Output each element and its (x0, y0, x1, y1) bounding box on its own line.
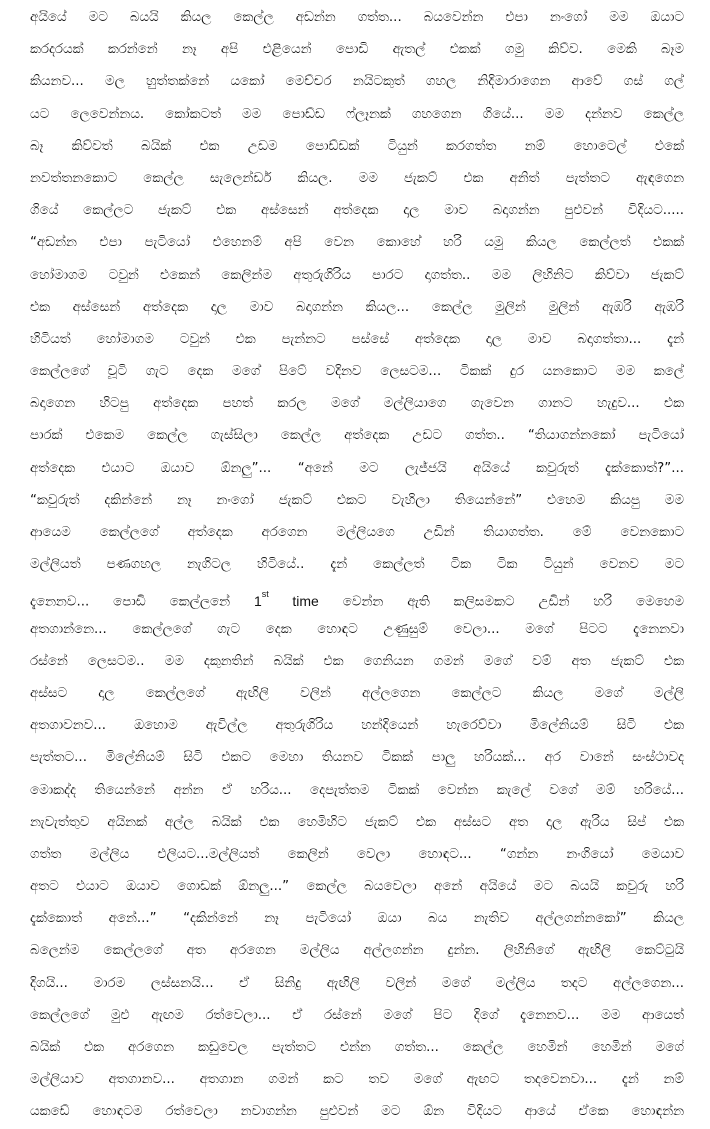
text-line: මොකද්ද තියෙන්නේ අන්න ඒ හරිය... දෙපැත්තම ටිකක් වෙන්න කැලේ වගේ මම් හරියේ... (30, 782, 684, 798)
text-line: බදාගෙන හිටපු අත්දෙක පහත් කරල මගේ මල්ලියාගෙ ගැවෙන ගානට හැදුව... එක (30, 396, 684, 412)
text-line: මල්ලියාව අතගානව... අතගාන ගමන් කට තව මගේ ඇඟට තදවෙනවා... දැන් නම් (30, 1072, 684, 1088)
text-segment-before: දැනෙනව... පොඩි කෙල්ලනේ (30, 595, 254, 611)
text-line: පැත්තට... මිලේනියම් සිටි එකට මෙහා තියනව ටිකක් පාලු හරියක්... අර වානේ සංස්ථාවද (30, 750, 684, 766)
first-time-word: time (268, 593, 319, 610)
text-line: මල්ලියත් පණගහල නැගිටල හිටියේ.. දැන් කෙල්ලත් ටික ටික ටියුන් වෙනව මට (30, 557, 684, 573)
text-line: නවත්තනකොට කෙල්ල සැලෙන්ඩර් කියල. මම ජැකට් එක අනිත් පැත්තට ඇඳගෙන (30, 170, 684, 186)
text-line: එක අස්සෙන් අත්දෙක දාල මාව බදාගන්න කියල... කෙල්ල මුලින් මුලින් ඇඹරි ඇඹරි (30, 299, 684, 315)
text-line: යකඩේ හොඳටම රත්වෙලා නවාගන්න පුළුවන් මට ඕන විදියට ආයේ ඒකෙ හොඳන්න (30, 1104, 684, 1120)
text-line: අස්සට දාල කෙල්ලගේ ඇඟිලි වලින් අල්ලගෙන කෙල්ලට කියල මගේ මල්ලි (30, 685, 684, 701)
text-line: අතගාවනව... ඔහොම ඇවිල්ල අතුරුගිරිය හන්දියෙන් හැරෙව්වා මිලේනියම් සිටි එක (30, 718, 684, 734)
text-line: දිගයි... මාරම ලස්සනයි... ඒ සිනිදු ඇඟිලි වලින් මගේ මල්ලිය තදට අල්ලගෙන... (30, 975, 684, 991)
text-line: අතගාන්නෙ... කෙල්ලගේ ගැට දෙක හොඳට උණුසුම් වෙලා... මගේ පිටට දැනෙනවා (30, 621, 684, 637)
text-line: ගත්ත මල්ලිය එලියට...මල්ලියත් කෙලින් වෙලා හොඳට... “ගන්න නංගියෝ මෙයාව (30, 846, 684, 862)
first-time-suffix: st (261, 589, 269, 600)
text-segment-after: වෙන්න ඇති කලිසමකට උඩින් හරි මෙහෙම (318, 595, 684, 611)
text-line: “කවුරුත් දකින්නේ නෑ නංගෝ ජැකට් එකට වැහිලා තියෙන්නේ” එහෙම කියපු මම (30, 492, 684, 508)
text-line: දැක්කොත් අනේ...” “දකින්නේ නෑ පැටියෝ ඔයා බය නැතිව අල්ලගන්නකෝ” කියල (30, 911, 684, 927)
first-time-number: 1 (253, 593, 262, 610)
text-line: කෙල්ලගේ චූටි ගැට දෙක මගේ පිටේ වදිනව ලෙසටම... ටිකක් දුර යනකොට මම කලේ (30, 364, 684, 380)
text-line: ගියේ කෙල්ලට ජැකට් එක අස්සෙන් අත්දෙක දාල මාව බදාගන්න පුළුවන් විදියට..... (30, 203, 684, 219)
text-line: අත්දෙක එයාට ඔයාව ඕනලු”... “අනේ මට ලැජ්ජයි අයියේ කවුරුත් දැක්කොත්?”... (30, 460, 684, 476)
text-line: කියනව... මල හුත්තක්නේ යකෝ මෙච්චර නයිටකුත් ගහල නිදිමාරාගෙන ආවේ ගස් ගල් (30, 74, 684, 90)
text-line: නැවැත්තුව අයිනක් අල්ල බයික් එක හෙමිහිට ජැකට් එක අස්සට අත දාල ඇරිය සිප් එක (30, 814, 684, 830)
text-line: හෝමාගම ටවුන් එකෙන් කෙලින්ම අතුරුගිරිය පාරට දාගත්ත.. මම ලිහිනිට කිව්වා ජැකට් (30, 267, 684, 283)
text-line: කෙල්ලගේ මුළු ඇඟම රත්වෙලා... ඒ රස්නේ මගේ පිට දිගේ දැනෙනව... මම ආයෙත් (30, 1007, 684, 1023)
text-line: පාරක් එකෙම කෙල්ල ගැස්සිලා කෙල්ල අත්දෙක උඩට ගත්ත.. “තියාගන්නකෝ පැටියෝ (30, 428, 684, 444)
first-time-label (253, 589, 319, 610)
text-line: රස්නේ ලෙසටම.. මම දකුනතින් බයික් එක ගෙනියන ගමන් මගේ වම් අත ජැකට් එක (30, 653, 684, 669)
text-line: අතට එයාට ඔයාව ගොඩක් ඕනලු...” කෙල්ල බයවෙලා අනේ අයියේ මට බයයි කවුරු හරි (30, 879, 684, 895)
text-line: “අඩන්න එපා පැටියෝ එහෙනම් අපි වෙන කොහේ හරි යමු කියල කෙල්ලත් එකක් (30, 235, 684, 251)
text-line: බෑ කිව්වත් බයික් එක උඩම පොඩ්ඩක් ටියුන් කරගත්ත නම් හොටෙල් එකේ (30, 138, 684, 154)
text-line: බලෙන්ම කෙල්ලගේ අත අරගෙන මල්ලිය අල්ලගන්න දුන්න. ලිහිනිගේ ඇඟිලි කෙට්ටුයි (30, 943, 684, 959)
text-line: යට ලෙවෙන්නය. කෝකටත් මම පොඩ්ඩ ෆ්ලෑනක් ගහගෙන ගියේ... මම දන්නව කෙල්ල (30, 106, 684, 122)
text-line-with-english (30, 581, 684, 613)
text-line: බයික් එක අරගෙන කඩුවෙල පැත්තට එන්න ගත්ත... කෙල්ල හෙමින් හෙමින් මගේ (30, 1040, 684, 1055)
text-line: ආයෙම කෙල්ලගේ අත්දෙක අරගෙන මල්ලියගෙ උඩින් තියාගත්ත. මේ වෙනකොට (30, 525, 684, 540)
text-line: කරදරයක් කරන්නේ නෑ අපි එළියෙන් පොඩි ඇතල් එකක් ගමු කිව්ව. මෙකි බෑම (30, 42, 684, 58)
text-line: අයියේ මට බයයි කියල කෙල්ල අඩන්න ගත්ත... බයවෙන්න එපා නංගෝ මම ඔයාට (30, 10, 684, 25)
text-line: හිටියත් හෝමාගම ටවුන් එක පැන්නට පස්සේ අත්දෙක දාල මාව බදාගත්තා... දැන් (30, 331, 684, 347)
